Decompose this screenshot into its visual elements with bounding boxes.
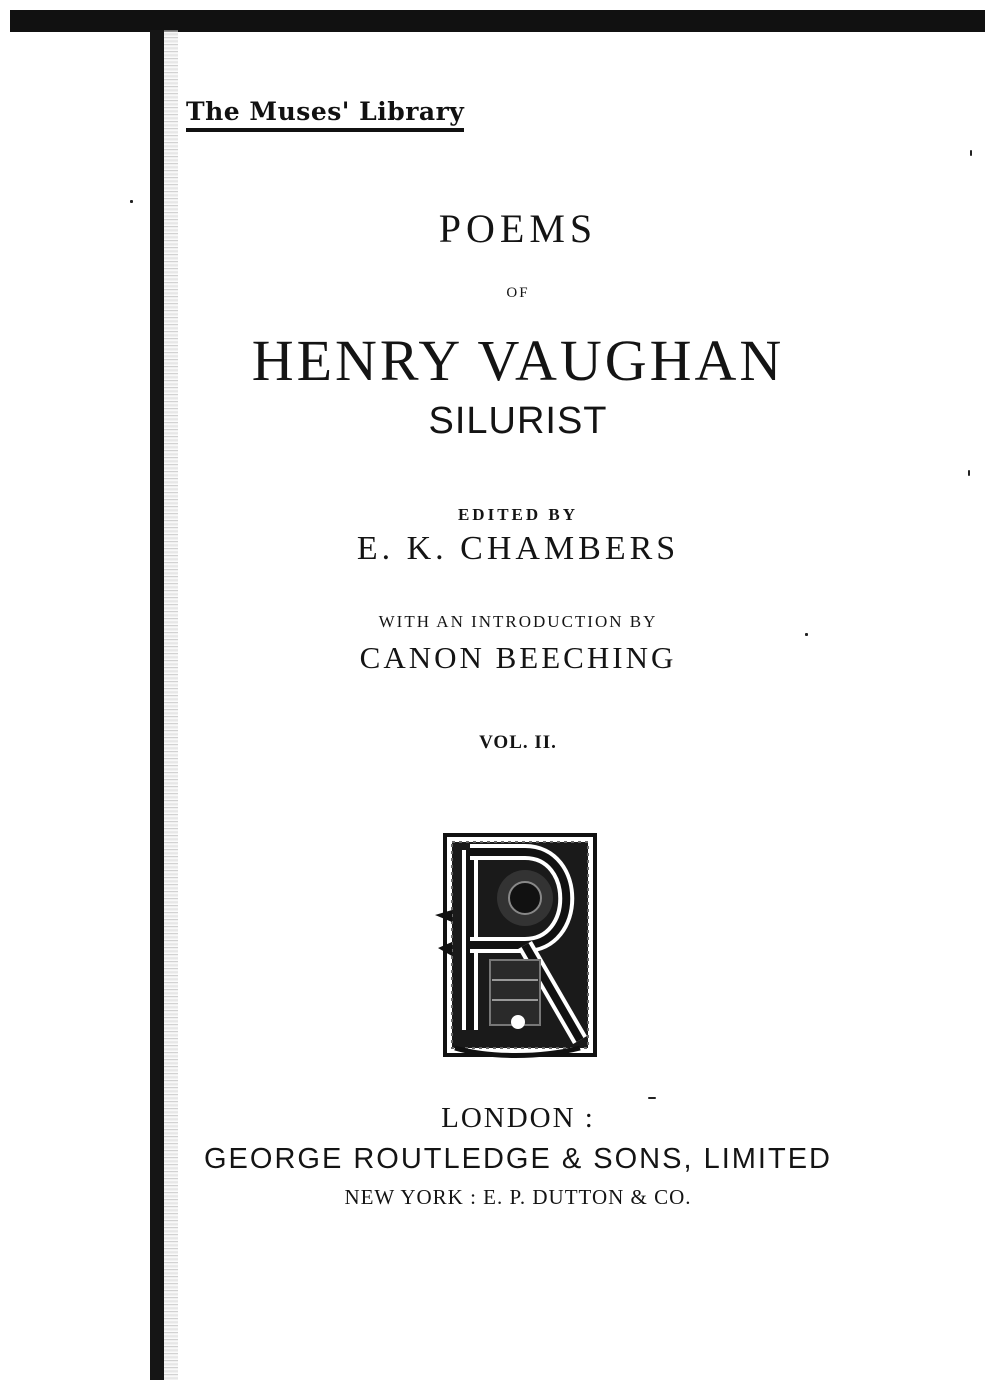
- editor-name: E. K. CHAMBERS: [356, 530, 680, 567]
- imprint-copublisher: NEW YORK : E. P. DUTTON & CO.: [344, 1185, 692, 1209]
- volume-number: VOL. II.: [479, 732, 557, 753]
- series-title: The Muses' Library: [186, 98, 464, 132]
- print-speck: [648, 1097, 656, 1099]
- introducer-name: CANON BEECHING: [359, 640, 677, 675]
- book-title: POEMS: [438, 206, 598, 251]
- author-name: HENRY VAUGHAN: [251, 328, 785, 393]
- imprint-city: LONDON :: [441, 1102, 595, 1134]
- print-speck: [805, 633, 808, 636]
- print-speck: [130, 200, 133, 203]
- introduction-by-label: WITH AN INTRODUCTION BY: [378, 612, 658, 631]
- title-connector: OF: [506, 285, 530, 301]
- edited-by-label: EDITED BY: [457, 505, 579, 524]
- imprint-publisher: GEORGE ROUTLEDGE & SONS, LIMITED: [204, 1143, 832, 1175]
- print-speck: [968, 470, 970, 476]
- author-epithet: SILURIST: [428, 400, 608, 442]
- print-speck: [970, 150, 972, 156]
- top-border-rule: [10, 10, 985, 32]
- ornamental-letter-r-monogram-icon: [430, 830, 605, 1060]
